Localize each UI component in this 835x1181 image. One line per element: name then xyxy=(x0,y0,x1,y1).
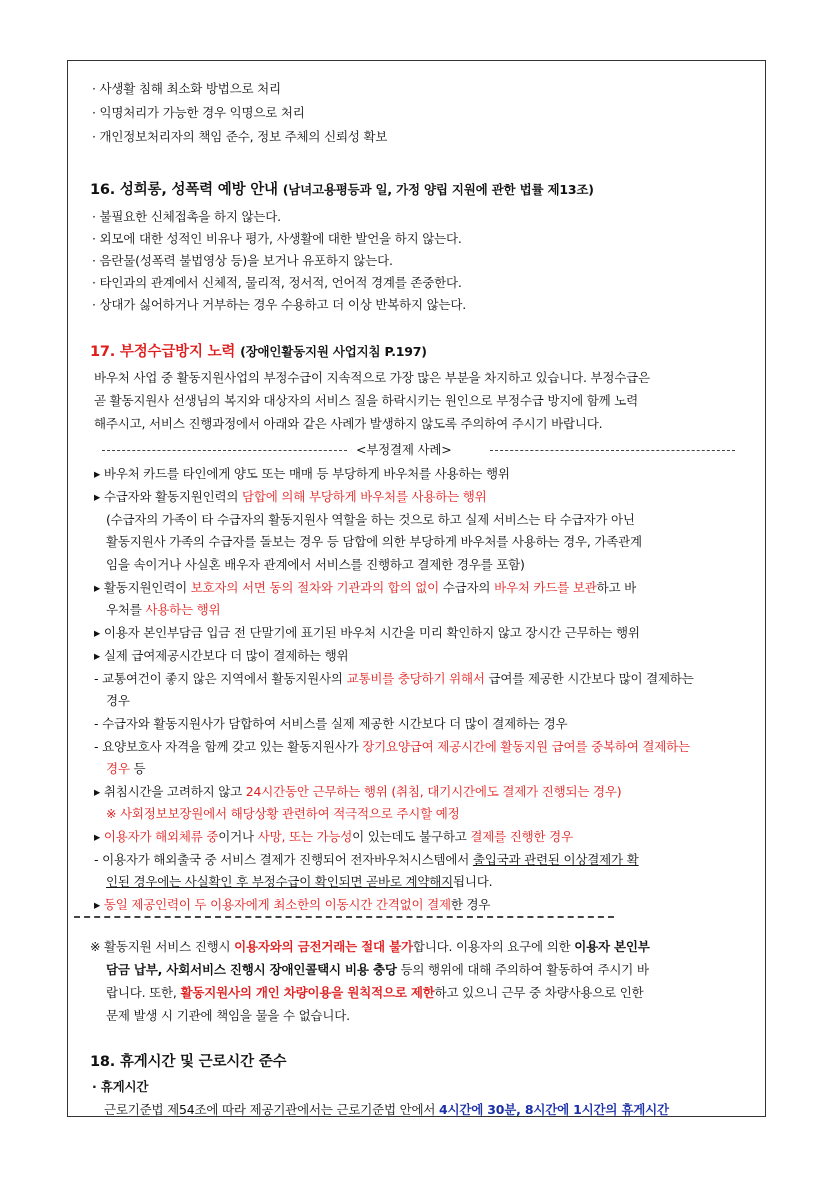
section-17-heading xyxy=(90,342,427,362)
list-item: · 상대가 싫어하거나 거부하는 경우 수용하고 더 이상 반복하지 않는다. xyxy=(92,297,467,312)
section-16-heading xyxy=(90,180,594,200)
case-item: ▸ 활동지원인력이 보호자의 서면 동의 절차와 기관과의 합의 없이 수급자의 바우처 카드를 보관하고 바 xyxy=(94,580,637,595)
list-item: · 타인과의 관계에서 신체적, 물리적, 정서적, 언어적 경계를 존중한다. xyxy=(92,275,462,290)
section-16-ref: (남녀고용평등과 일, 가정 양립 지원에 관한 법률 제13조) xyxy=(282,182,594,197)
case-detail: (수급자의 가족이 타 수급자의 활동지원사 역할을 하는 것으로 하고 실제 서비스는 타 수급자가 아닌 xyxy=(106,512,635,527)
case-item: ▸ 바우처 카드를 타인에게 양도 또는 매매 등 부당하게 바우처를 사용하는 행위 xyxy=(94,466,510,481)
notice-line: 문제 발생 시 기관에 책임을 물을 수 없습니다. xyxy=(106,1008,350,1023)
case-detail: 임을 속이거나 사실혼 배우자 관계에서 서비스를 진행하고 결제한 경우를 포함) xyxy=(106,557,525,572)
intro-line: 곧 활동지원사 선생님의 복지와 대상자의 서비스 질을 하락시키는 원인으로 부정수급 방지에 함께 노력 xyxy=(94,393,639,408)
case-sub-item-cont: 인된 경우에는 사실확인 후 부정수급이 확인되면 곧바로 계약해지됩니다. xyxy=(106,874,493,889)
notice-line: 랍니다. 또한, 활동지원사의 개인 차량이용을 원칙적으로 제한하고 있으니 근무 중 차량사용으로 인한 xyxy=(106,985,644,1000)
dashed-line xyxy=(490,450,735,451)
notice-line: 담금 납부, 사회서비스 진행시 장애인콜택시 비용 충당 등의 행위에 대해 주의하여 활동하여 주시기 바 xyxy=(106,962,649,977)
case-item: ▸ 이용자가 해외체류 중이거나 사망, 또는 가능성이 있는데도 불구하고 결제를 진행한 경우 xyxy=(94,829,573,844)
intro-line: 바우처 사업 중 활동지원사업의 부정수급이 지속적으로 가장 많은 부분을 차지하고 있습니다. 부정수급은 xyxy=(94,370,650,385)
case-item: ▸ 동일 제공인력이 두 이용자에게 최소한의 이동시간 간격없이 결제한 경우 xyxy=(94,897,491,912)
cases-title: <부정결제 사례> xyxy=(356,442,452,457)
case-item: ▸ 수급자와 활동지원인력의 담합에 의해 부당하게 바우처를 사용하는 행위 xyxy=(94,489,487,504)
case-note: ※ 사회정보보장원에서 해당상황 관련하여 적극적으로 주시할 예정 xyxy=(106,806,460,821)
case-sub-item-cont: 경우 등 xyxy=(106,761,146,776)
case-sub-item: - 이용자가 해외출국 중 서비스 결제가 진행되어 전자바우처시스템에서 출입국과 관련된 이상결제가 확 xyxy=(94,852,639,867)
section-16-title: 16. 성희롱, 성폭력 예방 안내 xyxy=(90,182,278,198)
privacy-item: · 익명처리가 가능한 경우 익명으로 처리 xyxy=(92,105,305,120)
case-sub-item: - 수급자와 활동지원사가 담합하여 서비스를 실제 제공한 시간보다 더 많이 결제하는 경우 xyxy=(94,716,568,731)
list-item: · 외모에 대한 성적인 비유나 평가, 사생활에 대한 발언을 하지 않는다. xyxy=(92,231,462,246)
case-item-cont: 우처를 사용하는 행위 xyxy=(106,602,221,617)
dashed-separator xyxy=(74,916,614,918)
privacy-item: · 사생활 침해 최소화 방법으로 처리 xyxy=(92,81,281,96)
section-17-title: 17. 부정수급방지 노력 xyxy=(90,344,236,360)
section-17-ref: (장애인활동지원 사업지침 P.197) xyxy=(240,344,427,359)
case-sub-item: - 교통여건이 좋지 않은 지역에서 활동지원사의 교통비를 충당하기 위해서 급여를 제공한 시간보다 많이 결제하는 xyxy=(94,671,694,686)
section-18-title: 18. 휴게시간 및 근로시간 준수 xyxy=(90,1054,287,1070)
dashed-line xyxy=(102,450,347,451)
case-item: ▸ 취침시간을 고려하지 않고 24시간동안 근무하는 행위 (취침, 대기시간에도 결제가 진행되는 경우) xyxy=(94,784,622,799)
case-sub-item-cont: 경우 xyxy=(106,693,130,708)
case-sub-item: - 요양보호사 자격을 함께 갖고 있는 활동지원사가 장기요양급여 제공시간에 활동지원 급여를 중복하여 결제하는 xyxy=(94,739,690,754)
section-18-text: 근로기준법 제54조에 따라 제공기관에서는 근로기준법 안에서 4시간에 30분, 8시간에 1시간의 휴게시간 xyxy=(104,1102,669,1117)
case-detail: 활동지원사 가족의 수급자를 돌보는 경우 등 담합에 의한 부당하게 바우처를 사용하는 경우, 가족관계 xyxy=(106,534,642,549)
notice-line: ※ 활동지원 서비스 진행시 이용자와의 금전거래는 절대 불가합니다. 이용자의 요구에 의한 이용자 본인부 xyxy=(90,939,650,954)
case-item: ▸ 이용자 본인부담금 입금 전 단말기에 표기된 바우처 시간을 미리 확인하지 않고 장시간 근무하는 행위 xyxy=(94,625,640,640)
privacy-item: · 개인정보처리자의 책임 준수, 정보 주체의 신뢰성 확보 xyxy=(92,129,388,144)
list-item: · 음란물(성폭력 불법영상 등)을 보거나 유포하지 않는다. xyxy=(92,253,393,268)
case-item: ▸ 실제 급여제공시간보다 더 많이 결제하는 행위 xyxy=(94,648,349,663)
section-18-subtitle: · 휴게시간 xyxy=(92,1079,149,1094)
list-item: · 불필요한 신체접촉을 하지 않는다. xyxy=(92,209,281,224)
intro-line: 해주시고, 서비스 진행과정에서 아래와 같은 사례가 발생하지 않도록 주의하여 주시기 바랍니다. xyxy=(94,416,603,431)
